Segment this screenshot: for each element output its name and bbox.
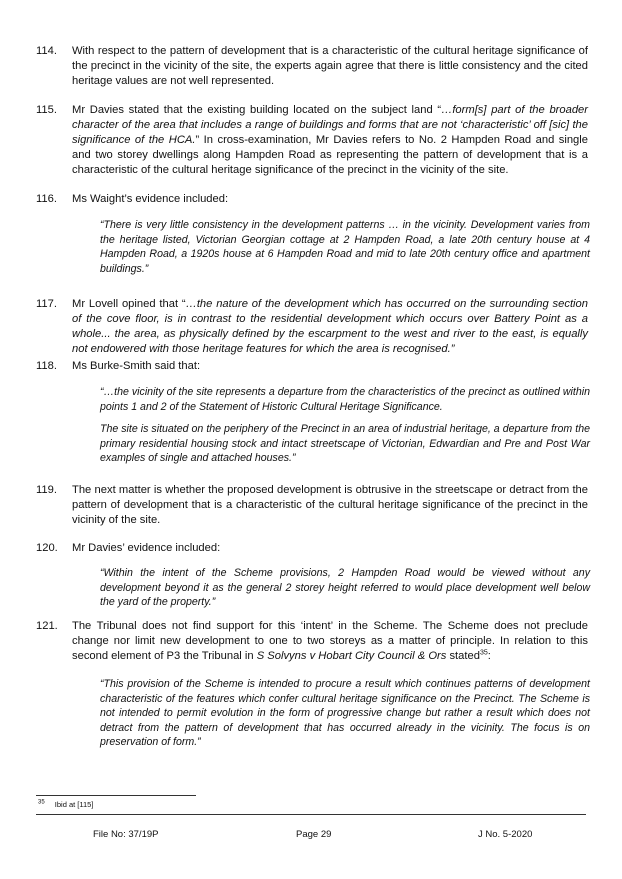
paragraph-text: [72, 619, 588, 664]
text-run: stated: [446, 650, 480, 662]
paragraph-116: [36, 192, 588, 207]
paragraph-114: [36, 44, 588, 89]
footnote-text: Ibid at [115]: [54, 800, 94, 809]
block-quote-waight: “There is very little consistency in the development patterns … in the vicinity. Development varies from the heritage listed, Victorian Georgian cottage at 2 Hampden Road, a late 20th century house at 4 Hampden Road, a 1920s house at 6 Hampden Road and mid to late 20th century office and apartment buildings.”: [100, 219, 590, 275]
block-quote-davies: “Within the intent of the Scheme provisions, 2 Hampden Road would be viewed without any development beyond it as the general 2 storey height referred to would place development well below the yard of the property.”: [100, 567, 590, 609]
footnote: [38, 800, 93, 809]
text-run: Mr Lovell opined that “: [72, 298, 186, 310]
case-citation: S Solvyns v Hobart City Council & Ors: [256, 650, 447, 662]
italic-quote: …the nature of the development which has occurred on the surrounding section of the cove floor, is in contrast to the residential development which occurs over Battery Point as a whole... the area, as physically defined by the escarpment to the west and river to the east, is equally not endowered with those heritage features for which the area is recognised.”: [72, 298, 588, 355]
footer-judgment-number: J No. 5-2020: [478, 829, 533, 840]
paragraph-number: 117.: [36, 298, 57, 310]
block-quote-solvyns: “This provision of the Scheme is intended to procure a result which continues patterns of development characteristic of the features which confer cultural heritage significance on the Precinct. The Scheme is not intended to permit evolution in the form of progressive change but rather a result which does not detract from the pattern of development that has occurred already in the vicinity. The focus is on preservation of form.”: [100, 678, 590, 749]
paragraph-text: With respect to the pattern of development that is a characteristic of the cultural heritage significance of the precinct in the vicinity of the site, the experts again agree that there is little consistency and the cited heritage values are not well represented.: [72, 45, 588, 87]
italic-quote: …form[s] part of the broader character of the area that includes a range of buildings and forms that are not ‘characteristic’ off [sic] the significance of the HCA.: [72, 104, 589, 146]
paragraph-119: [36, 483, 588, 528]
paragraph-text: Ms Waight’s evidence included:: [72, 193, 229, 205]
paragraph-121: [36, 619, 588, 664]
footnote-reference: 35: [479, 649, 488, 657]
paragraph-number: 118.: [36, 360, 57, 372]
paragraph-117: [36, 297, 588, 357]
block-quote-burke-2: The site is situated on the periphery of the Precinct in an area of industrial heritage, a departure from the primary residential housing stock and intact streetscape of Victorian, Edwardian and Pre and Post War examples of single and attached houses.”: [100, 423, 590, 465]
paragraph-text: Ms Burke-Smith said that:: [72, 360, 201, 372]
paragraph-text: [72, 297, 588, 357]
paragraph-number: 115.: [36, 104, 57, 116]
paragraph-text: [72, 103, 588, 178]
footer-divider: [36, 814, 586, 815]
text-run: :: [487, 650, 491, 662]
text-run: The Tribunal does not find support for this ‘intent’ in the Scheme. The Scheme does not preclude change nor limit new development to one to two storeys as a matter of principle. In relation to this second element of P3 the Tribunal in: [72, 620, 588, 662]
paragraph-120: [36, 541, 588, 556]
block-quote-burke-1: “…the vicinity of the site represents a departure from the characteristics of the precinct as outlined within points 1 and 2 of the Statement of Historic Cultural Heritage Significance.: [100, 386, 590, 413]
paragraph-number: 119.: [36, 484, 57, 496]
footnote-number: 35: [38, 799, 45, 806]
footer-page-number: Page 29: [296, 829, 332, 840]
text-run: Mr Davies stated that the existing building located on the subject land “: [72, 104, 442, 116]
paragraph-text: Mr Davies’ evidence included:: [72, 542, 221, 554]
paragraph-number: 116.: [36, 193, 57, 205]
footer-file-number: File No: 37/19P: [93, 829, 159, 840]
paragraph-number: 120.: [36, 542, 58, 554]
paragraph-118: [36, 359, 588, 374]
footnote-divider: [36, 795, 196, 796]
paragraph-text: The next matter is whether the proposed development is obtrusive in the streetscape or detract from the pattern of development that is a characteristic of the cultural heritage significance of the precinct in the vicinity of the site.: [72, 484, 588, 526]
paragraph-number: 114.: [36, 45, 57, 57]
paragraph-115: [36, 103, 588, 178]
text-run: ” In cross-examination, Mr Davies refers to No. 2 Hampden Road and single and two storey dwellings along Hampden Road as representing the pattern of development that is a characteristic of the cultural heritage significance of the precinct in the vicinity of the site.: [72, 134, 588, 176]
paragraph-number: 121.: [36, 620, 58, 632]
